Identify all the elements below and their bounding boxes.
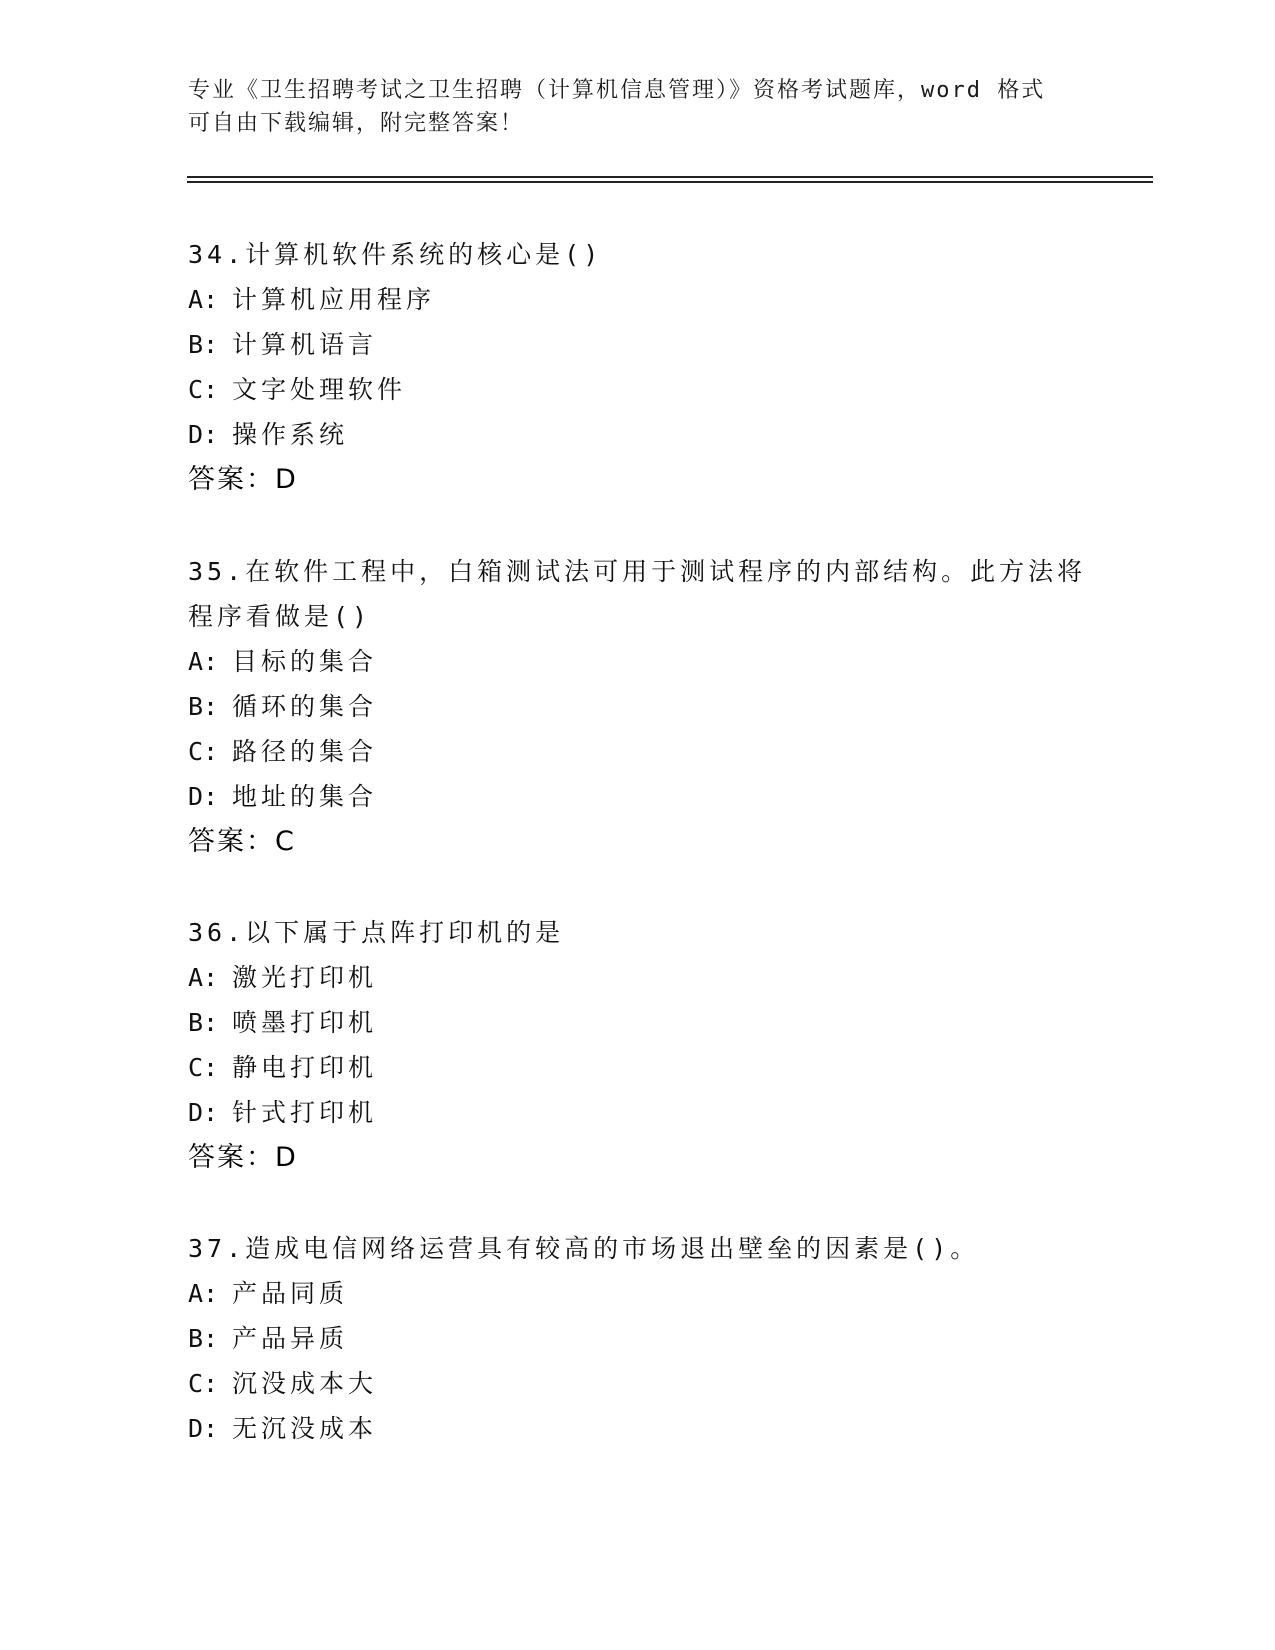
header-line-1: 专业《卫生招聘考试之卫生招聘（计算机信息管理）》资格考试题库，word 格式 xyxy=(188,78,1046,103)
option-text: 无沉没成本 xyxy=(232,1414,378,1443)
option-key: A: xyxy=(188,647,219,676)
option-d xyxy=(188,412,1088,457)
option-text: 产品同质 xyxy=(232,1279,349,1308)
option-d xyxy=(188,774,1088,819)
question-number: 37. xyxy=(188,1234,246,1263)
answer-line: 答案：C xyxy=(188,826,296,857)
question-number: 35. xyxy=(188,557,246,586)
option-key: B: xyxy=(188,692,219,721)
option-key: A: xyxy=(188,963,219,992)
option-text: 喷墨打印机 xyxy=(232,1008,378,1037)
option-b xyxy=(188,322,1088,367)
question-stem xyxy=(188,910,1088,955)
option-key: D: xyxy=(188,1414,219,1443)
option-d xyxy=(188,1406,1088,1451)
option-text: 静电打印机 xyxy=(232,1053,378,1082)
question-stem xyxy=(188,549,1088,639)
question-text: 计算机软件系统的核心是() xyxy=(245,240,603,269)
header-divider-top xyxy=(187,176,1153,178)
header-line-2: 可自由下载编辑，附完整答案！ xyxy=(188,111,525,136)
question-text: 造成电信网络运营具有较高的市场退出壁垒的因素是()。 xyxy=(245,1234,980,1263)
option-key: C: xyxy=(188,375,219,404)
option-b xyxy=(188,1000,1088,1045)
question-text: 以下属于点阵打印机的是 xyxy=(245,918,565,947)
option-c xyxy=(188,1045,1088,1090)
answer-line: 答案：D xyxy=(188,1142,298,1173)
option-key: B: xyxy=(188,1008,219,1037)
option-a xyxy=(188,277,1088,322)
question-37 xyxy=(188,1226,1088,1451)
option-key: D: xyxy=(188,1098,219,1127)
option-key: C: xyxy=(188,737,219,766)
question-35 xyxy=(188,549,1088,864)
option-key: C: xyxy=(188,1369,219,1398)
option-key: C: xyxy=(188,1053,219,1082)
option-c xyxy=(188,367,1088,412)
option-key: D: xyxy=(188,420,219,449)
option-c xyxy=(188,1361,1088,1406)
header-divider-bottom xyxy=(187,181,1153,183)
option-text: 目标的集合 xyxy=(232,647,378,676)
option-b xyxy=(188,1316,1088,1361)
option-c xyxy=(188,729,1088,774)
option-text: 计算机语言 xyxy=(232,330,378,359)
option-key: D: xyxy=(188,782,219,811)
option-text: 文字处理软件 xyxy=(232,375,407,404)
option-a xyxy=(188,955,1088,1000)
option-key: A: xyxy=(188,1279,219,1308)
option-text: 针式打印机 xyxy=(232,1098,378,1127)
question-text: 在软件工程中，白箱测试法可用于测试程序的内部结构。此方法将程序看做是() xyxy=(188,557,1087,631)
option-text: 操作系统 xyxy=(232,420,349,449)
question-36 xyxy=(188,910,1088,1180)
question-stem xyxy=(188,1226,1088,1271)
option-b xyxy=(188,684,1088,729)
option-text: 路径的集合 xyxy=(232,737,378,766)
option-key: B: xyxy=(188,330,219,359)
question-number: 36. xyxy=(188,918,246,947)
question-number: 34. xyxy=(188,240,246,269)
option-text: 计算机应用程序 xyxy=(232,285,436,314)
option-text: 沉没成本大 xyxy=(232,1369,378,1398)
option-key: B: xyxy=(188,1324,219,1353)
option-text: 产品异质 xyxy=(232,1324,349,1353)
option-d xyxy=(188,1090,1088,1135)
option-a xyxy=(188,639,1088,684)
option-key: A: xyxy=(188,285,219,314)
answer-line: 答案：D xyxy=(188,464,298,495)
question-34 xyxy=(188,232,1088,502)
option-text: 循环的集合 xyxy=(232,692,378,721)
question-stem xyxy=(188,232,1088,277)
option-a xyxy=(188,1271,1088,1316)
document-header xyxy=(188,74,1088,140)
option-text: 激光打印机 xyxy=(232,963,378,992)
option-text: 地址的集合 xyxy=(232,782,378,811)
